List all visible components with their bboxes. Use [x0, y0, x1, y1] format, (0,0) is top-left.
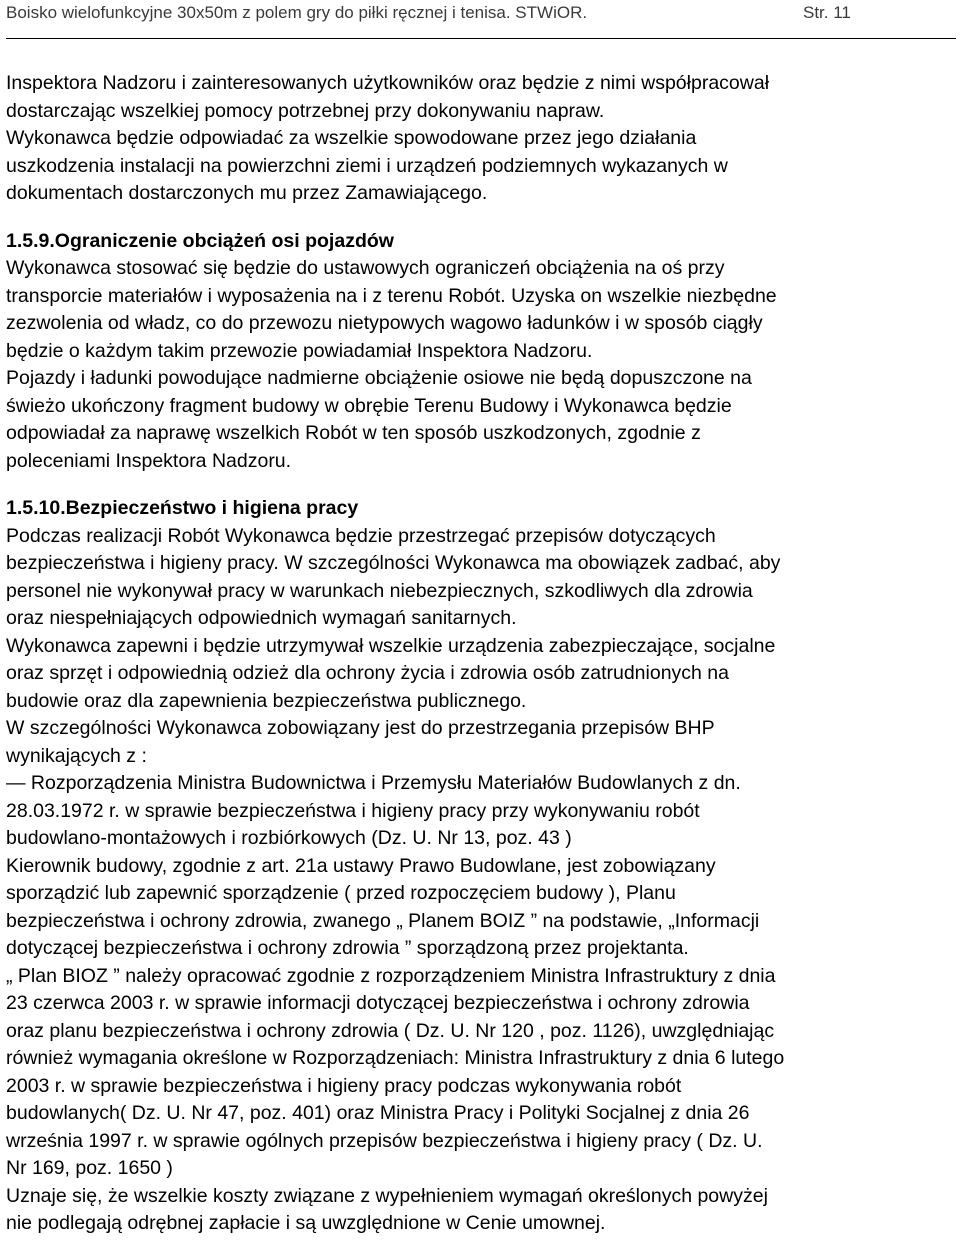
- text-line: dokumentach dostarczonych mu przez Zamawiającego.: [6, 182, 488, 204]
- text-line: W szczególności Wykonawca zobowiązany jest do przestrzegania przepisów BHP: [6, 717, 715, 739]
- document-body: [6, 70, 956, 1238]
- text-line: oraz sprzęt i odpowiednią odzież dla ochrony życia i zdrowia osób zatrudnionych na: [6, 662, 729, 684]
- text-line: budowie oraz dla zapewnienia bezpieczeństwa publicznego.: [6, 689, 527, 712]
- text-line: Uznaje się, że wszelkie koszty związane z wypełnieniem wymagań określonych powyżej: [6, 1184, 768, 1207]
- text-line: nie podlegają odrębnej zapłacie i są uwzględnione w Cenie umownej.: [6, 1212, 606, 1234]
- document-title: Boisko wielofunkcyjne 30x50m z polem gry do piłki ręcznej i tenisa. STWiOR.: [6, 3, 588, 22]
- text-line: „ Plan BIOZ ” należy opracować zgodnie z rozporządzeniem Ministra Infrastruktury z dnia: [6, 964, 776, 987]
- section-heading: 1.5.9.Ograniczenie obciążeń osi pojazdów: [6, 229, 394, 252]
- text-line: Wykonawca będzie odpowiadać za wszelkie spowodowane przez jego działania: [6, 127, 697, 149]
- text-line: personel nie wykonywał pracy w warunkach niebezpiecznych, szkodliwych dla zdrowia: [6, 579, 753, 602]
- text-line: Podczas realizacji Robót Wykonawca będzie przestrzegać przepisów dotyczących: [6, 524, 716, 547]
- text-line: bezpieczeństwa i ochrony zdrowia, zwanego „ Planem BOIZ ” na podstawie, „Informacji: [6, 909, 760, 932]
- text-line: Kierownik budowy, zgodnie z art. 21a ustawy Prawo Budowlane, jest zobowiązany: [6, 854, 716, 877]
- text-line: budowlanych( Dz. U. Nr 47, poz. 401) oraz Ministra Pracy i Polityki Socjalnej z dnia 26: [6, 1102, 750, 1124]
- text-line: budowlano-montażowych i rozbiórkowych (Dz. U. Nr 13, poz. 43 ): [6, 827, 572, 849]
- text-line: również wymagania określone w Rozporządzeniach: Ministra Infrastruktury z dnia 6 lutego: [6, 1047, 785, 1069]
- text-line: uszkodzenia instalacji na powierzchni ziemi i urządzeń podziemnych wykazanych w: [6, 154, 728, 177]
- page-header: [6, 2, 956, 39]
- text-line: Pojazdy i ładunki powodujące nadmierne obciążenie osiowe nie będą dopuszczone na: [6, 367, 752, 389]
- text-line: sporządzić lub zapewnić sporządzenie ( przed rozpoczęciem budowy ), Planu: [6, 882, 676, 904]
- text-line: września 1997 r. w sprawie ogólnych przepisów bezpieczeństwa i higieny pracy ( Dz. U.: [6, 1129, 763, 1152]
- text-line: oraz planu bezpieczeństwa i ochrony zdrowia ( Dz. U. Nr 120 , poz. 1126), uwzględniając: [6, 1019, 775, 1042]
- text-line: Wykonawca zapewni i będzie utrzymywał wszelkie urządzenia zabezpieczające, socjalne: [6, 634, 776, 657]
- intro-paragraph: [6, 70, 956, 208]
- section-spacer: [6, 208, 956, 228]
- text-line: Inspektora Nadzoru i zainteresowanych użytkowników oraz będzie z nimi współpracował: [6, 72, 770, 94]
- text-line: Wykonawca stosować się będzie do ustawowych ograniczeń obciążenia na oś przy: [6, 257, 725, 279]
- text-line: będzie o każdym takim przewozie powiadamiał Inspektora Nadzoru.: [6, 339, 593, 362]
- text-line: — Rozporządzenia Ministra Budownictwa i Przemysłu Materiałów Budowlanych z dn.: [6, 772, 741, 794]
- text-line: 23 czerwca 2003 r. w sprawie informacji dotyczącej bezpieczeństwa i ochrony zdrowia: [6, 992, 750, 1014]
- text-line: transporcie materiałów i wyposażenia na i z terenu Robót. Uzyska on wszelkie niezbędne: [6, 284, 777, 307]
- text-line: 2003 r. w sprawie bezpieczeństwa i higieny pracy podczas wykonywania robót: [6, 1074, 682, 1097]
- section-spacer: [6, 475, 956, 495]
- text-line: oraz niespełniających odpowiednich wymagań sanitarnych.: [6, 607, 517, 629]
- text-line: 28.03.1972 r. w sprawie bezpieczeństwa i higieny pracy przy wykonywaniu robót: [6, 799, 700, 822]
- text-line: świeżo ukończony fragment budowy w obrębie Terenu Budowy i Wykonawca będzie: [6, 394, 732, 417]
- page-number: Str. 11: [803, 3, 851, 22]
- text-line: dostarczając wszelkiej pomocy potrzebnej przy dokonywaniu napraw.: [6, 99, 605, 122]
- text-line: bezpieczeństwa i higieny pracy. W szczególności Wykonawca ma obowiązek zadbać, aby: [6, 552, 781, 574]
- text-line: Nr 169, poz. 1650 ): [6, 1157, 173, 1179]
- text-line: zezwolenia od władz, co do przewozu nietypowych wagowo ładunków i w sposób ciągły: [6, 312, 763, 334]
- section-heading: 1.5.10.Bezpieczeństwo i higiena pracy: [6, 497, 359, 519]
- section-1-5-9: [6, 228, 956, 476]
- section-1-5-10: [6, 495, 956, 1238]
- text-line: poleceniami Inspektora Nadzoru.: [6, 449, 292, 472]
- text-line: wynikających z :: [6, 744, 147, 767]
- text-line: dotyczącej bezpieczeństwa i ochrony zdrowia ” sporządzoną przez projektanta.: [6, 937, 689, 959]
- text-line: odpowiadał za naprawę wszelkich Robót w ten sposób uszkodzonych, zgodnie z: [6, 422, 701, 444]
